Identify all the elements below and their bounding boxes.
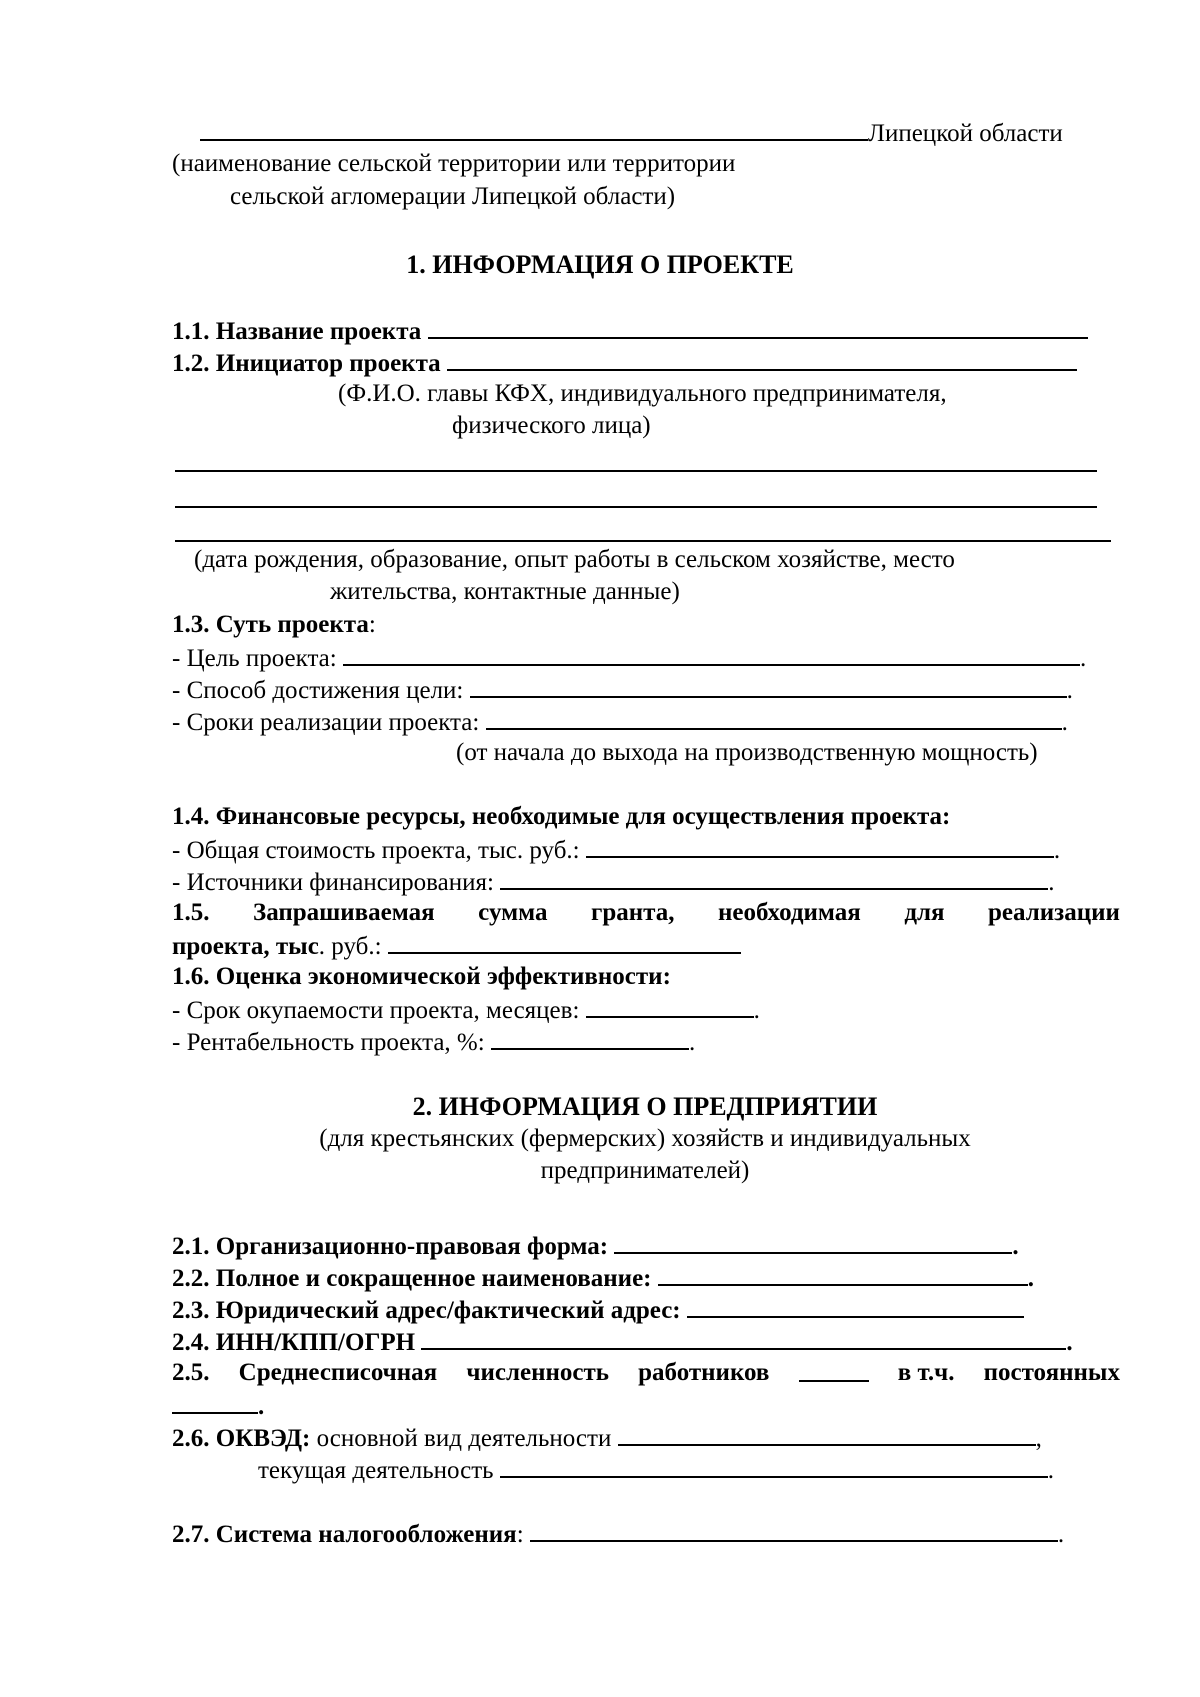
okved-main-blank[interactable] — [618, 1421, 1036, 1446]
bio-hint-line1: (дата рождения, образование, опыт работы в сельском хозяйстве, место — [194, 546, 955, 573]
initiator-bio-blank-2[interactable] — [175, 506, 1097, 508]
profitability-blank[interactable] — [491, 1025, 689, 1050]
goal-label: - Цель проекта: — [172, 645, 337, 672]
okved-comma: , — [1035, 1425, 1042, 1452]
initiator-hint-line2: физического лица) — [452, 412, 651, 439]
project-name-label: 1.1. Название проекта — [172, 318, 422, 345]
grant-row-line2 — [172, 929, 741, 961]
timeline-label: - Сроки реализации проекта: — [172, 709, 480, 736]
initiator-row — [172, 346, 1077, 378]
territory-name-blank[interactable] — [200, 116, 868, 141]
timeline-period: . — [1061, 709, 1068, 736]
legal-form-label: 2.1. Организационно-правовая форма: — [172, 1233, 609, 1260]
full-name-blank[interactable] — [658, 1261, 1028, 1286]
total-cost-period: . — [1053, 837, 1061, 864]
tax-row — [172, 1517, 1064, 1549]
method-period: . — [1066, 677, 1073, 704]
tax-label: 2.7. Система налогообложения — [172, 1521, 517, 1548]
staff-word-4: работников — [638, 1359, 770, 1386]
staff-row-line2 — [172, 1389, 264, 1421]
total-cost-row — [172, 833, 1060, 865]
grant-line2-bold: проекта, тыс — [172, 933, 319, 960]
profitability-label: - Рентабельность проекта, %: — [172, 1029, 485, 1056]
total-cost-label: - Общая стоимость проекта, тыс. руб.: — [172, 837, 580, 864]
okved-label: 2.6. ОКВЭД: — [172, 1425, 311, 1452]
staff-word-5: в т.ч. — [897, 1359, 955, 1386]
payback-period: . — [753, 997, 760, 1024]
grant-word-5: для — [904, 899, 945, 926]
initiator-bio-blank-3[interactable] — [175, 540, 1111, 542]
okved-main-label: основной вид деятельности — [316, 1425, 612, 1452]
legal-form-period: . — [1012, 1233, 1019, 1260]
initiator-bio-blank-1[interactable] — [175, 470, 1097, 472]
bio-hint-line2: жительства, контактные данные) — [330, 578, 680, 605]
territory-caption-line1: (наименование сельской территории или территории — [172, 150, 736, 177]
grant-line2-normal: . руб.: — [318, 933, 382, 960]
staff-word-1: 2.5. — [172, 1359, 210, 1386]
method-blank[interactable] — [470, 673, 1067, 698]
grant-word-4: необходимая — [718, 899, 861, 926]
okved-current-label: текущая деятельность — [258, 1457, 494, 1484]
full-name-period: . — [1027, 1265, 1035, 1292]
grant-word-3: гранта, — [591, 899, 675, 926]
timeline-hint: (от начала до выхода на производственную мощность) — [456, 739, 1038, 766]
total-cost-blank[interactable] — [586, 833, 1054, 858]
initiator-label: 1.2. Инициатор проекта — [172, 350, 441, 377]
finance-label: 1.4. Финансовые ресурсы, необходимые для осуществления проекта: — [172, 803, 951, 830]
essence-heading — [172, 609, 376, 641]
address-blank[interactable] — [687, 1293, 1024, 1318]
staff-permanent-blank[interactable] — [172, 1389, 258, 1414]
section2-subtitle-line2: предпринимателей) — [540, 1157, 750, 1184]
goal-blank[interactable] — [343, 641, 1080, 666]
staff-period: . — [258, 1393, 265, 1420]
grant-word-2: сумма — [478, 899, 548, 926]
payback-row — [172, 993, 760, 1025]
region-suffix: Липецкой области — [868, 120, 1063, 147]
payback-label: - Срок окупаемости проекта, месяцев: — [172, 997, 580, 1024]
address-row — [172, 1293, 1024, 1325]
initiator-hint-line1: (Ф.И.О. главы КФХ, индивидуального предпринимателя, — [338, 380, 947, 407]
okved-current-blank[interactable] — [500, 1453, 1048, 1478]
grant-word-1: Запрашиваемая — [253, 899, 435, 926]
method-row — [172, 673, 1073, 705]
goal-period: . — [1079, 645, 1087, 672]
okved-current-row — [258, 1453, 1054, 1485]
timeline-row — [172, 705, 1068, 737]
staff-total-blank[interactable] — [799, 1357, 869, 1382]
grant-num: 1.5. — [172, 899, 210, 926]
okved-current-period: . — [1047, 1457, 1055, 1484]
initiator-blank[interactable] — [447, 346, 1077, 371]
sources-row — [172, 865, 1054, 897]
essence-label: 1.3. Суть проекта — [172, 611, 369, 638]
sources-blank[interactable] — [500, 865, 1048, 890]
grant-amount-blank[interactable] — [388, 929, 741, 954]
legal-form-row — [172, 1229, 1019, 1261]
profitability-period: . — [688, 1029, 696, 1056]
efficiency-label: 1.6. Оценка экономической эффективности: — [172, 963, 671, 990]
inn-label: 2.4. ИНН/КПП/ОГРН — [172, 1329, 416, 1356]
grant-row-line1 — [172, 897, 1120, 929]
inn-row — [172, 1325, 1073, 1357]
section2-subtitle-line1: (для крестьянских (фермерских) хозяйств и индивидуальных — [319, 1125, 971, 1152]
sources-period: . — [1048, 869, 1055, 896]
profitability-row — [172, 1025, 695, 1057]
full-name-label: 2.2. Полное и сокращенное наименование: — [172, 1265, 652, 1292]
territory-caption-line2: сельской агломерации Липецкой области) — [230, 183, 676, 210]
staff-word-3: численность — [466, 1359, 609, 1386]
payback-blank[interactable] — [586, 993, 754, 1018]
legal-form-blank[interactable] — [614, 1229, 1012, 1254]
timeline-blank[interactable] — [486, 705, 1062, 730]
full-name-row — [172, 1261, 1034, 1293]
project-name-blank[interactable] — [428, 314, 1088, 339]
tax-colon: : — [516, 1521, 524, 1548]
grant-word-6: реализации — [988, 899, 1120, 926]
staff-word-6: постоянных — [983, 1359, 1120, 1386]
inn-blank[interactable] — [421, 1325, 1066, 1350]
sources-label: - Источники финансирования: — [172, 869, 494, 896]
territory-name-field[interactable] — [200, 116, 1063, 148]
tax-blank[interactable] — [530, 1517, 1058, 1542]
essence-colon: : — [368, 611, 376, 638]
staff-row-line1 — [172, 1357, 1120, 1389]
section1-title: 1. ИНФОРМАЦИЯ О ПРОЕКТЕ — [406, 250, 794, 279]
address-label: 2.3. Юридический адрес/фактический адрес: — [172, 1297, 681, 1324]
inn-period: . — [1066, 1329, 1073, 1356]
section2-title: 2. ИНФОРМАЦИЯ О ПРЕДПРИЯТИИ — [412, 1092, 878, 1121]
staff-word-2: Среднесписочная — [238, 1359, 438, 1386]
okved-row — [172, 1421, 1042, 1453]
project-name-row — [172, 314, 1088, 346]
goal-row — [172, 641, 1086, 673]
tax-period: . — [1057, 1521, 1065, 1548]
method-label: - Способ достижения цели: — [172, 677, 464, 704]
